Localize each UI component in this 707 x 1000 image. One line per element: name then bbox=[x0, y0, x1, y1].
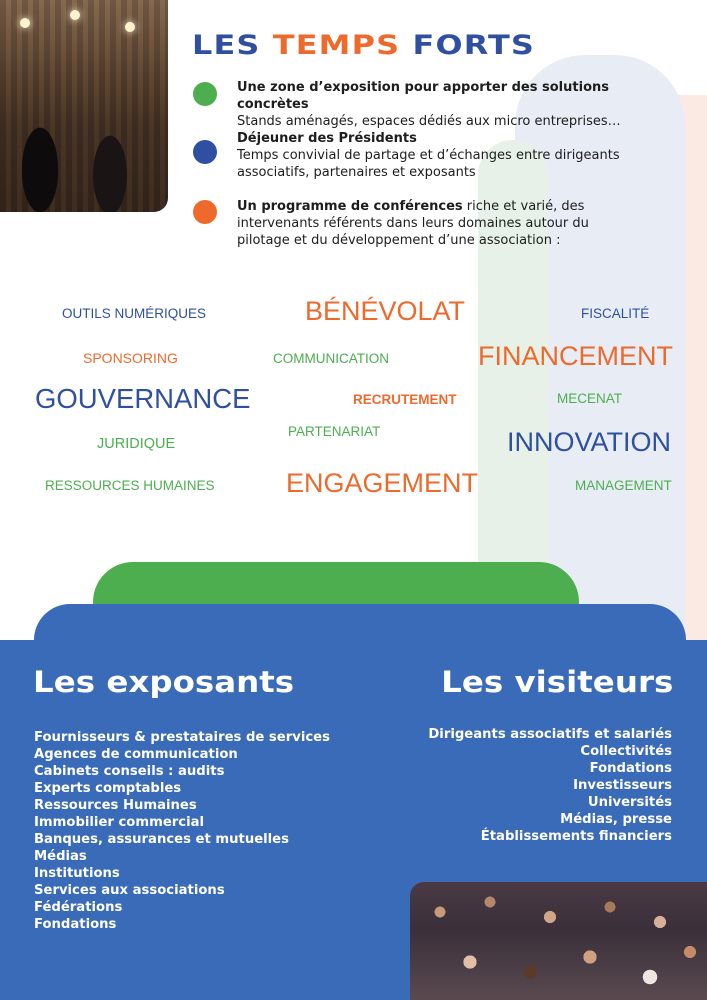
list-item: Services aux associations bbox=[34, 883, 225, 898]
visiteurs-heading: Les visiteurs bbox=[440, 665, 673, 699]
list-item: Établissements financiers bbox=[480, 829, 672, 844]
audience-photo bbox=[410, 882, 707, 1000]
title-part-temps: TEMPS bbox=[272, 30, 401, 61]
topic-partenariat: PARTENARIAT bbox=[288, 424, 381, 439]
highlight-dejeuner bbox=[237, 130, 637, 181]
list-item: Investisseurs bbox=[573, 778, 672, 793]
highlight-exposition-text: Stands aménagés, espaces dédiés aux micro entreprises… bbox=[237, 114, 621, 129]
conference-photo bbox=[0, 0, 168, 212]
topic-outils-numeriques: OUTILS NUMÉRIQUES bbox=[62, 306, 207, 321]
list-item: Fondations bbox=[589, 761, 672, 776]
highlight-exposition-title: Une zone d’exposition pour apporter des solutions concrètes bbox=[237, 80, 609, 112]
visiteurs-list bbox=[428, 726, 672, 845]
topic-engagement: ENGAGEMENT bbox=[286, 468, 479, 498]
highlight-dejeuner-text: Temps convivial de partage et d’échanges entre dirigeants associatifs, partenaires et exposants bbox=[237, 148, 620, 180]
topic-communication: COMMUNICATION bbox=[273, 351, 389, 366]
list-item: Fondations bbox=[34, 917, 117, 932]
topic-financement: FINANCEMENT bbox=[478, 341, 673, 371]
list-item: Collectivités bbox=[580, 744, 672, 759]
list-item: Immobilier commercial bbox=[34, 815, 205, 830]
list-item: Fédérations bbox=[34, 900, 123, 915]
bullet-dot-orange bbox=[193, 200, 217, 224]
topic-recrutement: RECRUTEMENT bbox=[353, 392, 457, 407]
exposants-list bbox=[34, 729, 330, 933]
list-item: Fournisseurs & prestataires de services bbox=[34, 730, 330, 745]
highlight-exposition bbox=[237, 79, 657, 130]
list-item: Dirigeants associatifs et salariés bbox=[428, 727, 672, 742]
topic-mecenat: MECENAT bbox=[557, 391, 623, 406]
list-item: Institutions bbox=[34, 866, 120, 881]
topic-juridique: JURIDIQUE bbox=[97, 436, 176, 452]
list-item: Médias bbox=[34, 849, 87, 864]
topic-benevolat: BÉNÉVOLAT bbox=[305, 296, 466, 326]
highlight-conferences bbox=[237, 198, 642, 249]
list-item: Universités bbox=[587, 795, 672, 810]
bullet-dot-blue bbox=[193, 140, 217, 164]
highlight-conferences-title: Un programme de conférences bbox=[237, 199, 463, 214]
list-item: Cabinets conseils : audits bbox=[34, 764, 225, 779]
topic-fiscalite: FISCALITÉ bbox=[581, 306, 650, 321]
exposants-heading: Les exposants bbox=[33, 665, 295, 699]
topic-sponsoring: SPONSORING bbox=[83, 350, 178, 366]
topic-gouvernance: GOUVERNANCE bbox=[35, 383, 251, 414]
bullet-dot-green bbox=[193, 82, 217, 106]
list-item: Ressources Humaines bbox=[34, 798, 197, 813]
topic-ressources-humaines: RESSOURCES HUMAINES bbox=[45, 478, 215, 493]
title-part-forts: FORTS bbox=[400, 30, 536, 61]
title-part-les: LES bbox=[192, 30, 273, 61]
list-item: Experts comptables bbox=[34, 781, 182, 796]
page-title bbox=[192, 30, 535, 61]
list-item: Agences de communication bbox=[34, 747, 238, 762]
list-item: Banques, assurances et mutuelles bbox=[34, 832, 289, 847]
highlight-dejeuner-title: Déjeuner des Présidents bbox=[237, 131, 417, 146]
topic-management: MANAGEMENT bbox=[575, 478, 672, 493]
highlight-conferences-text: riche et varié, des intervenants référents dans leurs domaines autour du pilotage et du développement d’une association : bbox=[237, 199, 589, 248]
list-item: Médias, presse bbox=[560, 812, 672, 827]
topic-innovation: INNOVATION bbox=[507, 427, 672, 457]
